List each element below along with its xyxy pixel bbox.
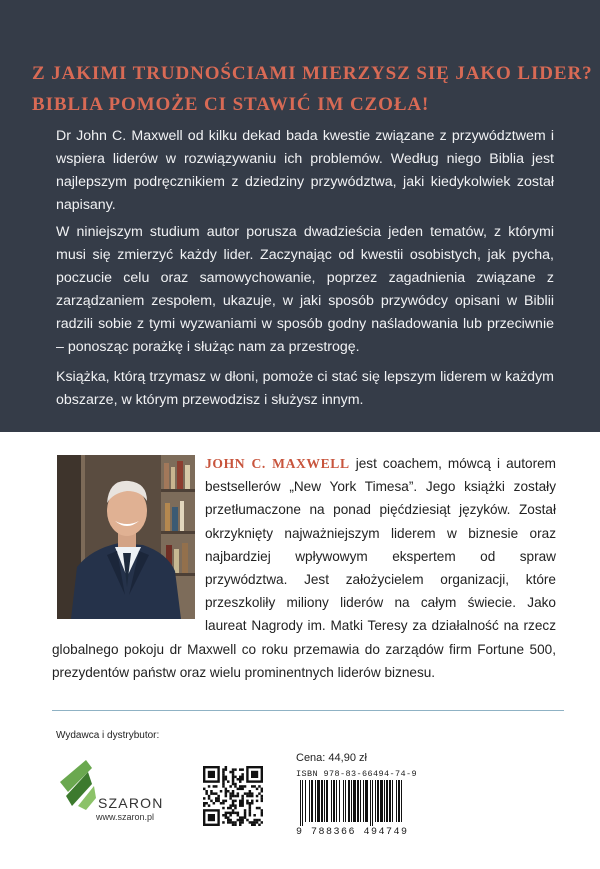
author-bio [52, 452, 556, 684]
description-paragraph-2: W niniejszym studium autor porusza dwadzieścia jeden tematów, z którymi musi się zmierzyć każdy lider. Zaczynając od kwestii osobistych, jak pycha, poczucie celu oraz samowychowanie, poprzez zagadnienia związane z zarządzaniem zespołem, ukazuje, w jaki sposób przywódcy opisani w Biblii radzili sobie z tymi wyzwaniami w sposób godny naśladowania lub przeciwnie – ponosząc porażkę i służąc nam za przestrogę. [56, 224, 554, 355]
section-divider [52, 710, 564, 711]
description-paragraph-1: Dr John C. Maxwell od kilku dekad bada kwestie związane z przywództwem i wspiera liderów w rozwiązywaniu ich problemów. Według niego Biblia jest najlepszym podręcznikiem z dziedziny przywództwa, jaki kiedykolwiek został napisany. [56, 128, 554, 213]
publisher-url[interactable]: www.szaron.pl [96, 812, 155, 822]
qr-code-icon [203, 766, 263, 826]
publisher-logo-name: SZARON [98, 795, 164, 811]
photo-spacer [52, 452, 205, 620]
isbn-label: ISBN 978-83-66494-74-9 [296, 769, 418, 779]
barcode-icon [298, 780, 442, 826]
author-bio-text: jest coachem, mówcą i autorem bestsellerów „New York Timesa”. Jego książki zostały przetłumaczone na ponad pięćdziesiąt języków. Został okrzyknięty najważniejszym liderem w biznesie oraz najbardziej wpływowym ekspertem od spraw przywództwa. Jest założycielem organizacji, które przeszkoliły miliony liderów na całym świecie. Jako laureat Nagrody im. Matki Teresy za działalność na rzecz globalnego pokoju dr Maxwell co roku przemawia do zarządów firm Fortune 500, prezydentów państw oraz wielu prominentnych liderów biznesu. [52, 456, 556, 680]
price-label: Cena: 44,90 zł [296, 752, 367, 764]
barcode-digits: 9 788366 494749 [296, 827, 409, 838]
description-panel [0, 0, 600, 432]
headline-line-2: BIBLIA POMOŻE CI STAWIĆ IM CZOŁA! [32, 94, 430, 115]
cover-headline [32, 58, 593, 120]
publisher-label: Wydawca i dystrybutor: [56, 730, 160, 741]
author-name: JOHN C. MAXWELL [205, 456, 350, 471]
headline-line-1: Z JAKIMI TRUDNOŚCIAMI MIERZYSZ SIĘ JAKO LIDER? [32, 63, 593, 84]
description-paragraph-3: Książka, którą trzymasz w dłoni, pomoże ci stać się lepszym liderem w każdym obszarze, w którym przewodzisz i służysz innym. [56, 369, 554, 408]
